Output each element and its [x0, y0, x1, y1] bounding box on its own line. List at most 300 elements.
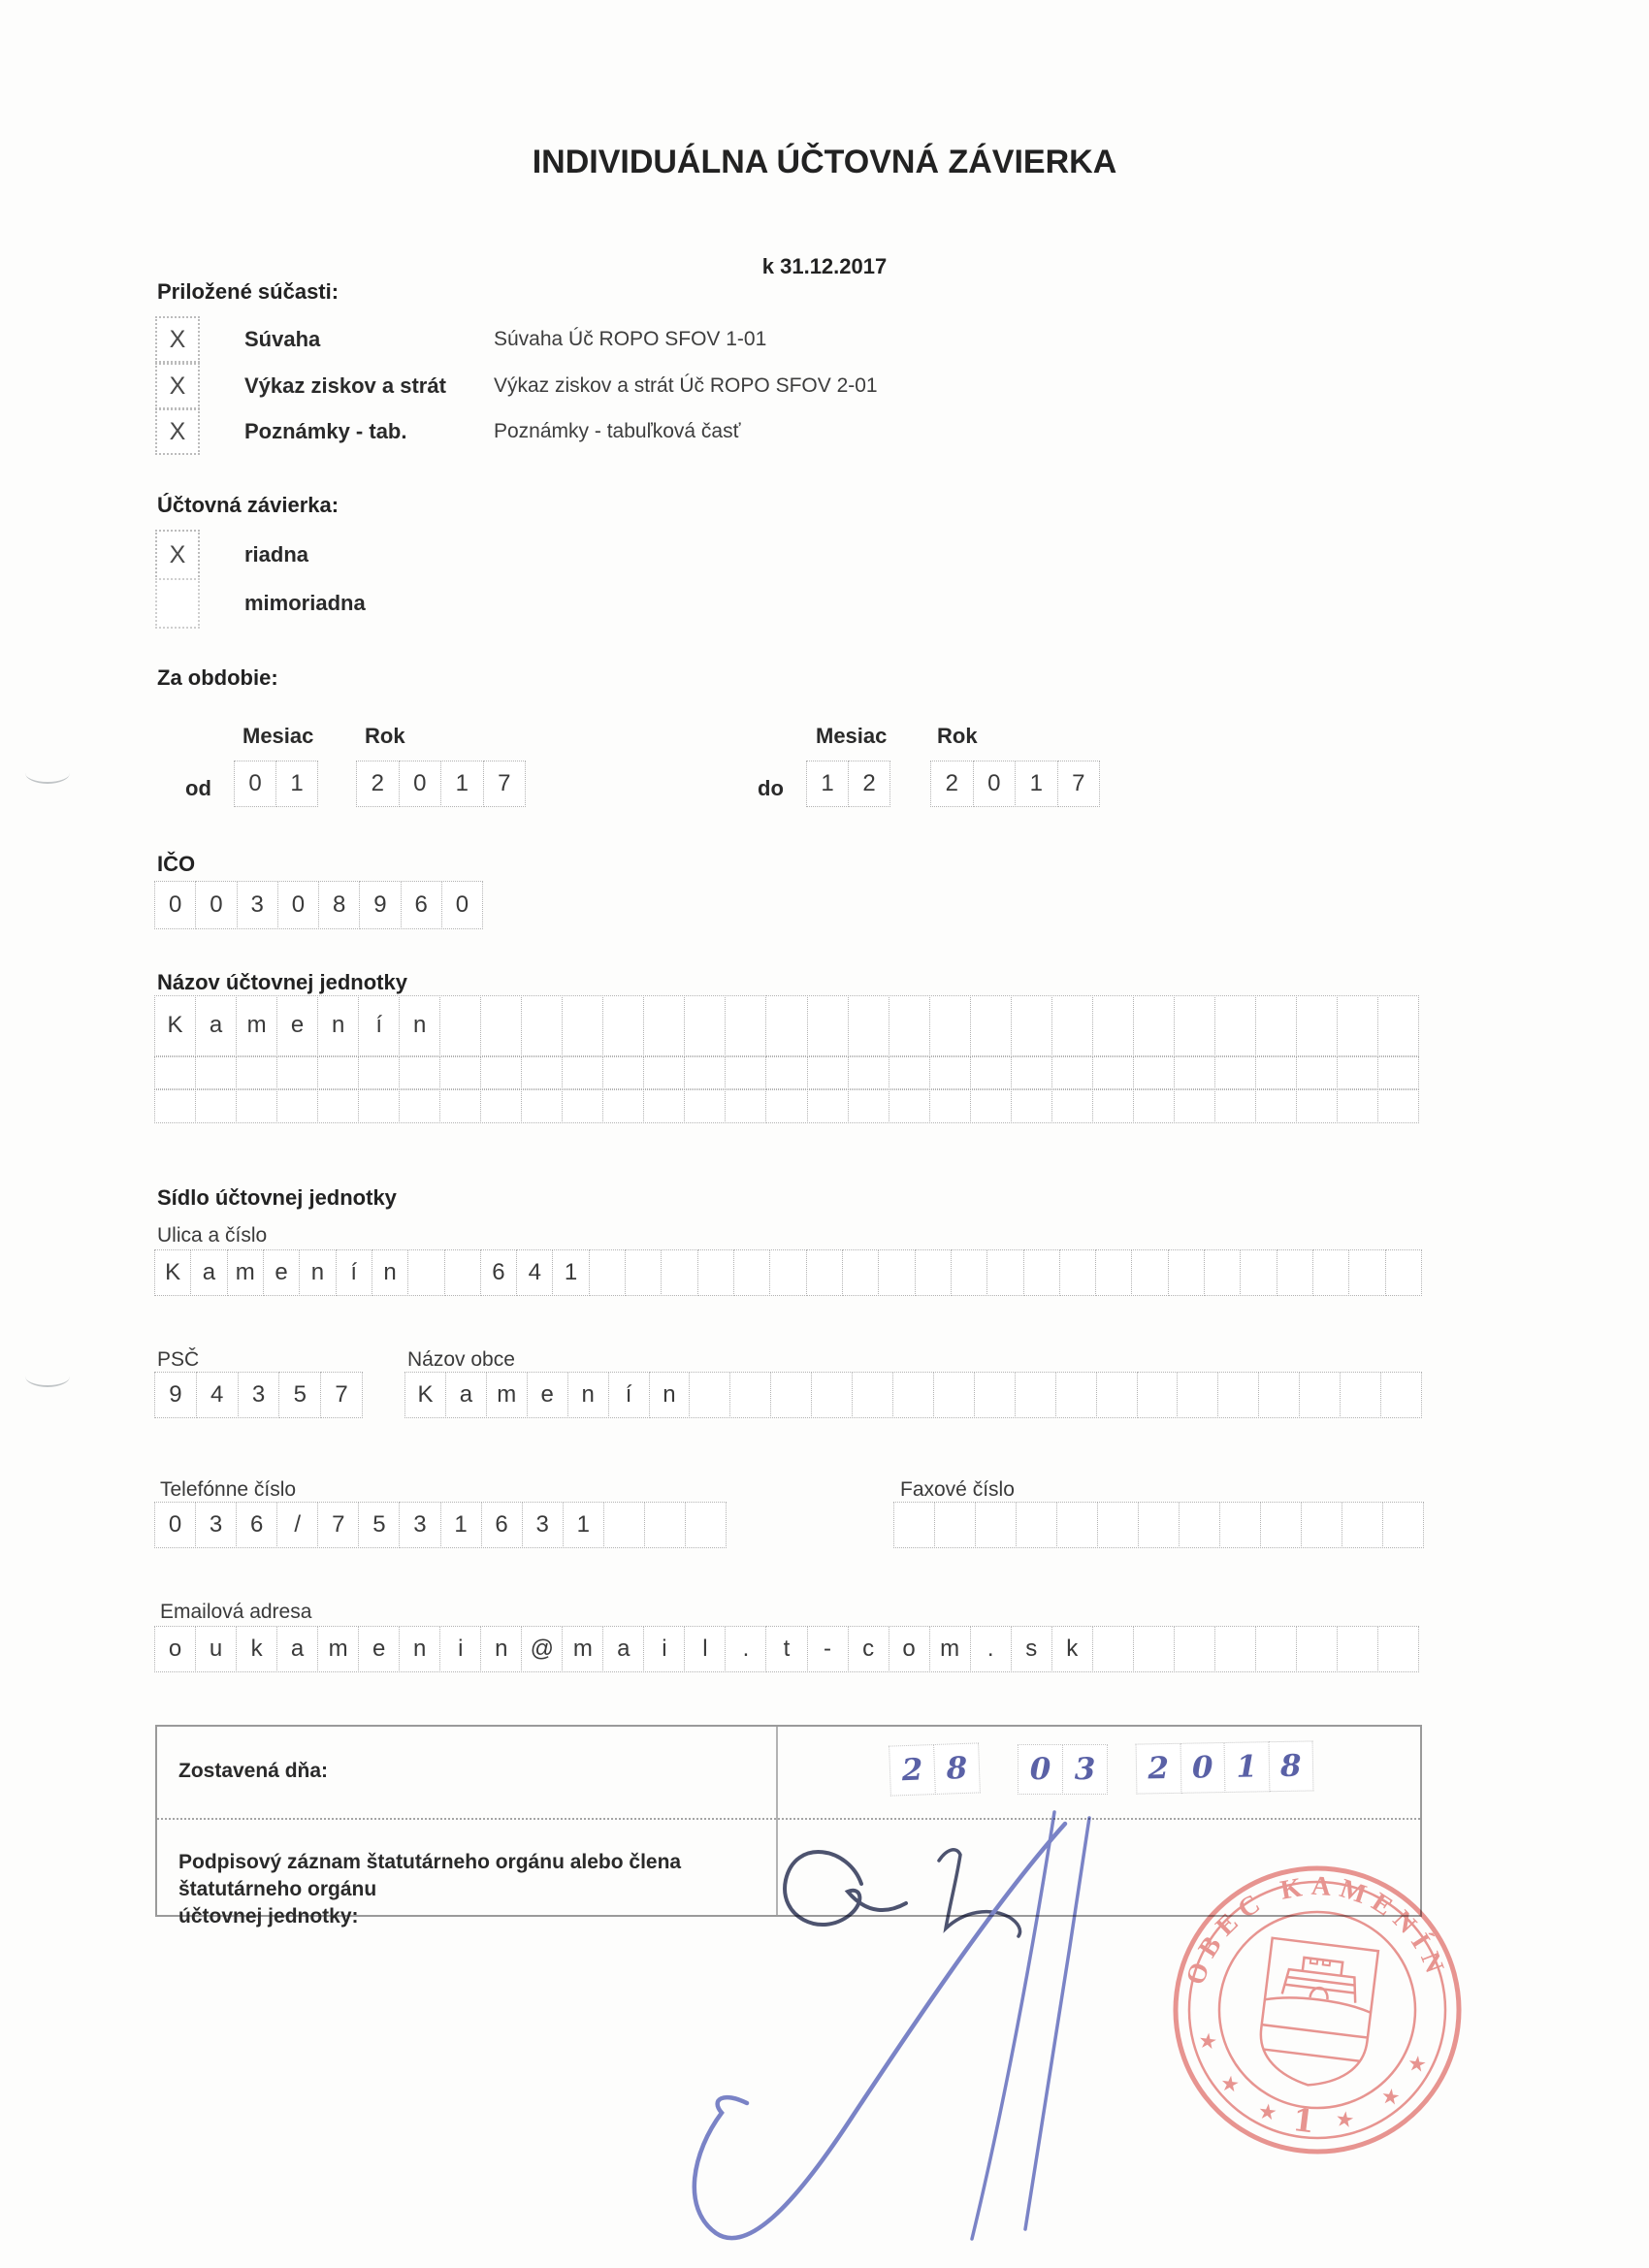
grid-cell — [1260, 1502, 1302, 1548]
grid-cell: 7 — [317, 1502, 359, 1548]
grid-cell — [1301, 1502, 1342, 1548]
mimoriadna-checkbox — [155, 578, 200, 629]
grid-cell — [893, 1502, 935, 1548]
grid-cell — [1011, 1089, 1052, 1123]
star-icon: ★ — [1196, 2027, 1219, 2055]
grid-cell — [1382, 1502, 1424, 1548]
grid-cell — [399, 1089, 440, 1123]
grid-cell: m — [929, 1626, 971, 1672]
grid-cell — [1214, 995, 1256, 1056]
grid-cell — [439, 1089, 481, 1123]
grid-cell: 0 — [441, 881, 483, 929]
grid-cell: @ — [521, 1626, 563, 1672]
city-grid — [405, 1372, 1422, 1418]
grid-cell — [1095, 1249, 1132, 1296]
grid-cell — [1092, 1089, 1134, 1123]
grid-cell — [1380, 1372, 1422, 1418]
grid-cell: . — [970, 1626, 1012, 1672]
grid-cell: 0 — [277, 881, 319, 929]
grid-cell: / — [276, 1502, 318, 1548]
grid-cell — [1059, 1249, 1096, 1296]
grid-cell — [1337, 995, 1378, 1056]
signature — [630, 1791, 1183, 2256]
grid-cell: n — [649, 1372, 691, 1418]
grid-cell: 6 — [480, 1249, 517, 1296]
grid-cell: m — [486, 1372, 528, 1418]
grid-cell — [929, 995, 971, 1056]
grid-cell — [915, 1249, 952, 1296]
grid-cell: c — [848, 1626, 889, 1672]
grid-cell: a — [445, 1372, 487, 1418]
riadna-checkbox — [155, 530, 200, 580]
grid-cell: i — [439, 1626, 481, 1672]
grid-cell — [643, 1089, 685, 1123]
grid-cell — [1219, 1502, 1261, 1548]
grid-cell — [1133, 1089, 1175, 1123]
grid-cell — [811, 1372, 853, 1418]
grid-cell: 1 — [440, 1502, 482, 1548]
grid-cell — [1299, 1372, 1341, 1418]
attachment-row-vykaz — [155, 363, 878, 409]
compiled-year-grid — [1137, 1740, 1314, 1794]
grid-cell — [725, 1089, 766, 1123]
stamp-coat-of-arms — [1255, 1938, 1378, 2091]
grid-cell — [1337, 1056, 1378, 1090]
grid-cell: 1 — [275, 761, 318, 807]
grid-cell — [1137, 1372, 1179, 1418]
grid-cell — [1214, 1089, 1256, 1123]
grid-cell: 0 — [234, 761, 276, 807]
grid-cell: a — [190, 1249, 227, 1296]
grid-cell — [439, 995, 481, 1056]
street-grid — [155, 1249, 1422, 1296]
grid-cell — [1377, 1056, 1419, 1090]
grid-cell — [697, 1249, 734, 1296]
grid-cell — [661, 1249, 697, 1296]
page-title: INDIVIDUÁLNA ÚČTOVNÁ ZÁVIERKA — [532, 144, 1117, 180]
closing-row-riadna — [155, 530, 494, 580]
star-icon: ★ — [1218, 2070, 1242, 2097]
grid-cell — [1377, 1626, 1419, 1672]
grid-cell — [1312, 1249, 1349, 1296]
phone-grid — [155, 1502, 727, 1548]
grid-cell — [562, 1089, 603, 1123]
grid-cell — [1056, 1502, 1098, 1548]
grid-cell: 7 — [1057, 761, 1101, 807]
grid-cell — [603, 1502, 645, 1548]
stamp-number: 1 — [1290, 2100, 1317, 2141]
grid-cell — [317, 1056, 359, 1090]
grid-cell — [1240, 1249, 1277, 1296]
grid-cell: 2 — [848, 761, 890, 807]
grid-cell: m — [236, 995, 277, 1056]
grid-cell: 0 — [154, 881, 196, 929]
grid-cell — [1133, 1056, 1175, 1090]
grid-cell: 8 — [933, 1742, 981, 1795]
grid-cell — [602, 1089, 644, 1123]
grid-cell — [1138, 1502, 1180, 1548]
grid-cell — [1296, 1056, 1338, 1090]
grid-cell — [1377, 995, 1419, 1056]
grid-cell — [480, 1089, 522, 1123]
grid-cell: 5 — [278, 1372, 321, 1418]
grid-cell: o — [889, 1626, 930, 1672]
grid-cell: 1 — [552, 1249, 589, 1296]
grid-cell: k — [236, 1626, 277, 1672]
grid-cell — [689, 1372, 730, 1418]
grid-cell — [444, 1249, 481, 1296]
grid-cell: 9 — [359, 881, 401, 929]
attachment-label: Poznámky - tab. — [244, 419, 407, 443]
signature-label-line1: Podpisový záznam štatutárneho orgánu alebo člena štatutárneho orgánu — [178, 1851, 682, 1900]
grid-cell — [842, 1249, 879, 1296]
grid-cell: 9 — [154, 1372, 197, 1418]
attachment-label: Výkaz ziskov a strát — [244, 373, 446, 398]
zip-label: PSČ — [157, 1348, 200, 1371]
grid-cell: m — [317, 1626, 359, 1672]
grid-cell: 8 — [1268, 1740, 1313, 1792]
grid-cell: 4 — [196, 1372, 239, 1418]
year-label-to: Rok — [937, 724, 978, 748]
grid-cell — [970, 1056, 1012, 1090]
ico-grid — [155, 881, 483, 929]
grid-cell — [562, 1056, 603, 1090]
grid-cell — [807, 995, 849, 1056]
grid-cell: í — [358, 995, 400, 1056]
grid-cell: n — [399, 995, 440, 1056]
grid-cell: 3 — [238, 1372, 280, 1418]
grid-cell — [765, 1089, 807, 1123]
grid-cell — [195, 1056, 237, 1090]
grid-cell — [236, 1056, 277, 1090]
checkbox-mark: X — [169, 540, 186, 568]
to-month-grid — [807, 761, 890, 807]
grid-cell — [1296, 995, 1338, 1056]
grid-cell: - — [807, 1626, 849, 1672]
fax-grid — [894, 1502, 1424, 1548]
grid-cell: K — [154, 1249, 191, 1296]
grid-cell: 2 — [930, 761, 974, 807]
grid-cell: n — [567, 1372, 609, 1418]
grid-cell: 0 — [399, 761, 442, 807]
grid-cell: 7 — [483, 761, 527, 807]
to-year-grid — [931, 761, 1100, 807]
date-line: k 31.12.2017 — [761, 254, 888, 278]
grid-cell: K — [404, 1372, 446, 1418]
grid-cell — [1016, 1502, 1057, 1548]
grid-cell: 0 — [154, 1502, 196, 1548]
grid-cell — [933, 1372, 975, 1418]
grid-cell: . — [725, 1626, 766, 1672]
closing-label: mimoriadna — [244, 591, 366, 615]
grid-cell: l — [684, 1626, 726, 1672]
entity-name-grid — [155, 995, 1419, 1123]
grid-cell — [236, 1089, 277, 1123]
grid-cell — [1258, 1372, 1300, 1418]
grid-cell — [1179, 1502, 1220, 1548]
grid-cell: a — [195, 995, 237, 1056]
grid-cell — [929, 1056, 971, 1090]
grid-cell: n — [299, 1249, 336, 1296]
grid-cell: n — [480, 1626, 522, 1672]
fax-label: Faxové číslo — [900, 1478, 1015, 1501]
grid-cell — [195, 1089, 237, 1123]
grid-cell — [765, 995, 807, 1056]
grid-cell — [970, 1089, 1012, 1123]
grid-cell — [480, 995, 522, 1056]
grid-cell: 1 — [1015, 761, 1058, 807]
grid-cell: í — [608, 1372, 650, 1418]
grid-cell: m — [562, 1626, 603, 1672]
attachment-description: Výkaz ziskov a strát Úč ROPO SFOV 2-01 — [494, 374, 878, 397]
grid-cell — [685, 1502, 727, 1548]
grid-cell — [521, 995, 563, 1056]
checkbox-mark: X — [169, 417, 186, 445]
grid-cell — [1385, 1249, 1422, 1296]
grid-cell — [975, 1502, 1017, 1548]
grid-cell: 3 — [237, 881, 278, 929]
grid-cell — [589, 1249, 626, 1296]
attachment-description: Poznámky - tabuľková časť — [494, 420, 741, 442]
zip-grid — [155, 1372, 363, 1418]
compiled-date-label: Zostavená dňa: — [178, 1760, 329, 1782]
to-label: do — [758, 776, 784, 800]
grid-cell — [154, 1056, 196, 1090]
grid-cell: s — [1011, 1626, 1052, 1672]
grid-cell: 3 — [1062, 1744, 1108, 1795]
compiled-day-grid — [889, 1742, 981, 1796]
star-icon: ★ — [1406, 2050, 1429, 2078]
grid-cell — [684, 1056, 726, 1090]
grid-cell — [1011, 995, 1052, 1056]
grid-cell — [562, 995, 603, 1056]
attachment-row-suvaha — [155, 316, 766, 363]
checkbox-mark: X — [169, 372, 186, 400]
grid-cell — [951, 1249, 987, 1296]
grid-cell — [1015, 1372, 1056, 1418]
grid-cell — [1255, 1089, 1297, 1123]
grid-cell — [1092, 995, 1134, 1056]
grid-cell — [439, 1056, 481, 1090]
grid-cell — [807, 1089, 849, 1123]
compiled-month-grid — [1018, 1744, 1108, 1795]
grid-cell: i — [643, 1626, 685, 1672]
grid-cell — [1296, 1626, 1338, 1672]
grid-cell — [1051, 995, 1093, 1056]
grid-cell — [1348, 1249, 1385, 1296]
grid-cell: 2 — [356, 761, 400, 807]
grid-cell — [878, 1249, 915, 1296]
grid-cell — [276, 1089, 318, 1123]
star-icon: ★ — [1334, 2106, 1356, 2133]
year-label-from: Rok — [365, 724, 405, 748]
grid-cell — [1174, 1626, 1215, 1672]
grid-cell — [1342, 1502, 1383, 1548]
grid-cell — [1097, 1502, 1139, 1548]
street-label: Ulica a číslo — [157, 1224, 268, 1247]
grid-cell — [1174, 995, 1215, 1056]
closing-label: riadna — [244, 542, 309, 567]
suvaha-checkbox — [155, 316, 200, 363]
grid-cell — [848, 1056, 889, 1090]
grid-cell — [725, 995, 766, 1056]
stamp-arc-text: OBEC KAMENÍN — [1180, 1870, 1453, 1989]
grid-cell: t — [765, 1626, 807, 1672]
grid-cell — [1177, 1372, 1218, 1418]
grid-cell — [852, 1372, 893, 1418]
star-icon: ★ — [1256, 2098, 1279, 2125]
grid-cell: 0 — [973, 761, 1017, 807]
grid-cell — [399, 1056, 440, 1090]
grid-cell — [1214, 1626, 1256, 1672]
star-icon: ★ — [1379, 2083, 1402, 2110]
grid-cell — [1377, 1089, 1419, 1123]
grid-cell: 6 — [481, 1502, 523, 1548]
month-label-from: Mesiac — [242, 724, 314, 748]
grid-cell: 1 — [440, 761, 484, 807]
grid-cell — [1168, 1249, 1205, 1296]
grid-cell: a — [276, 1626, 318, 1672]
grid-cell — [1255, 1056, 1297, 1090]
grid-cell — [602, 995, 644, 1056]
grid-cell — [934, 1502, 976, 1548]
from-label: od — [185, 776, 211, 800]
grid-cell: í — [336, 1249, 372, 1296]
grid-cell — [480, 1056, 522, 1090]
grid-cell — [1255, 995, 1297, 1056]
grid-cell: n — [399, 1626, 440, 1672]
closing-row-mimoriadna — [155, 578, 494, 629]
grid-cell: 6 — [236, 1502, 277, 1548]
grid-cell — [1051, 1089, 1093, 1123]
grid-cell: 5 — [358, 1502, 400, 1548]
grid-cell — [1337, 1089, 1378, 1123]
grid-cell — [521, 1056, 563, 1090]
grid-cell: 3 — [399, 1502, 440, 1548]
closing-heading: Účtovná závierka: — [157, 493, 340, 517]
grid-cell — [602, 1056, 644, 1090]
grid-cell: e — [263, 1249, 300, 1296]
grid-cell — [407, 1249, 444, 1296]
phone-label: Telefónne číslo — [160, 1478, 297, 1501]
grid-cell: 3 — [522, 1502, 564, 1548]
address-heading: Sídlo účtovnej jednotky — [157, 1185, 397, 1210]
grid-cell — [806, 1249, 843, 1296]
grid-cell: k — [1051, 1626, 1093, 1672]
grid-cell — [643, 1056, 685, 1090]
stamp-outer-ring — [1170, 1863, 1465, 2157]
grid-cell: 2 — [889, 1744, 936, 1797]
attachment-row-poznamky — [155, 408, 740, 455]
grid-cell: e — [527, 1372, 568, 1418]
grid-cell — [1174, 1056, 1215, 1090]
grid-cell: o — [154, 1626, 196, 1672]
grid-cell — [521, 1089, 563, 1123]
grid-cell — [358, 1089, 400, 1123]
grid-cell — [1296, 1089, 1338, 1123]
email-label: Emailová adresa — [160, 1601, 312, 1623]
grid-cell — [733, 1249, 770, 1296]
poznamky-checkbox — [155, 408, 200, 455]
grid-cell — [1011, 1056, 1052, 1090]
scan-artifact — [25, 1366, 70, 1387]
grid-cell: 0 — [1018, 1744, 1063, 1795]
grid-cell — [1340, 1372, 1381, 1418]
grid-cell — [625, 1249, 662, 1296]
grid-cell — [1214, 1056, 1256, 1090]
grid-cell: n — [317, 995, 359, 1056]
grid-cell — [154, 1089, 196, 1123]
grid-cell — [1133, 995, 1175, 1056]
grid-cell — [1217, 1372, 1259, 1418]
grid-cell — [1337, 1626, 1378, 1672]
grid-cell — [317, 1089, 359, 1123]
scan-artifact — [25, 762, 70, 784]
grid-cell — [1096, 1372, 1138, 1418]
grid-cell: e — [358, 1626, 400, 1672]
grid-cell — [970, 995, 1012, 1056]
stamp — [1170, 1863, 1465, 2157]
period-heading: Za obdobie: — [157, 665, 278, 690]
email-grid — [155, 1626, 1419, 1672]
attachment-description: Súvaha Úč ROPO SFOV 1-01 — [494, 328, 767, 350]
grid-cell: 7 — [320, 1372, 363, 1418]
grid-cell: 0 — [1180, 1742, 1225, 1794]
grid-cell — [1277, 1249, 1313, 1296]
grid-cell — [1055, 1372, 1097, 1418]
grid-cell — [848, 995, 889, 1056]
from-year-grid — [357, 761, 526, 807]
grid-cell — [1092, 1626, 1134, 1672]
attachment-label: Súvaha — [244, 327, 321, 351]
grid-cell — [986, 1249, 1023, 1296]
grid-cell — [684, 1089, 726, 1123]
grid-cell: n — [372, 1249, 408, 1296]
from-month-grid — [235, 761, 318, 807]
month-label-to: Mesiac — [816, 724, 888, 748]
grid-cell — [974, 1372, 1016, 1418]
grid-cell — [770, 1372, 812, 1418]
grid-cell — [644, 1502, 686, 1548]
grid-cell: u — [195, 1626, 237, 1672]
grid-cell: 0 — [195, 881, 237, 929]
checkbox-mark: X — [169, 325, 186, 353]
grid-cell — [889, 995, 930, 1056]
grid-cell — [1051, 1056, 1093, 1090]
grid-cell — [1092, 1056, 1134, 1090]
grid-cell — [1255, 1626, 1297, 1672]
ico-label: IČO — [157, 852, 196, 876]
grid-cell: 4 — [516, 1249, 553, 1296]
attachments-heading: Priložené súčasti: — [157, 279, 340, 304]
grid-cell: m — [227, 1249, 264, 1296]
grid-cell: 1 — [563, 1502, 604, 1548]
grid-cell — [892, 1372, 934, 1418]
grid-cell — [889, 1089, 930, 1123]
grid-cell — [729, 1372, 771, 1418]
grid-cell — [889, 1056, 930, 1090]
grid-cell: 2 — [1136, 1743, 1181, 1795]
grid-cell — [1204, 1249, 1241, 1296]
grid-cell — [1174, 1089, 1215, 1123]
grid-cell — [1023, 1249, 1060, 1296]
vykaz-checkbox — [155, 363, 200, 409]
grid-cell — [684, 995, 726, 1056]
grid-cell — [765, 1056, 807, 1090]
grid-cell — [848, 1089, 889, 1123]
grid-cell — [725, 1056, 766, 1090]
city-label: Názov obce — [407, 1348, 515, 1371]
